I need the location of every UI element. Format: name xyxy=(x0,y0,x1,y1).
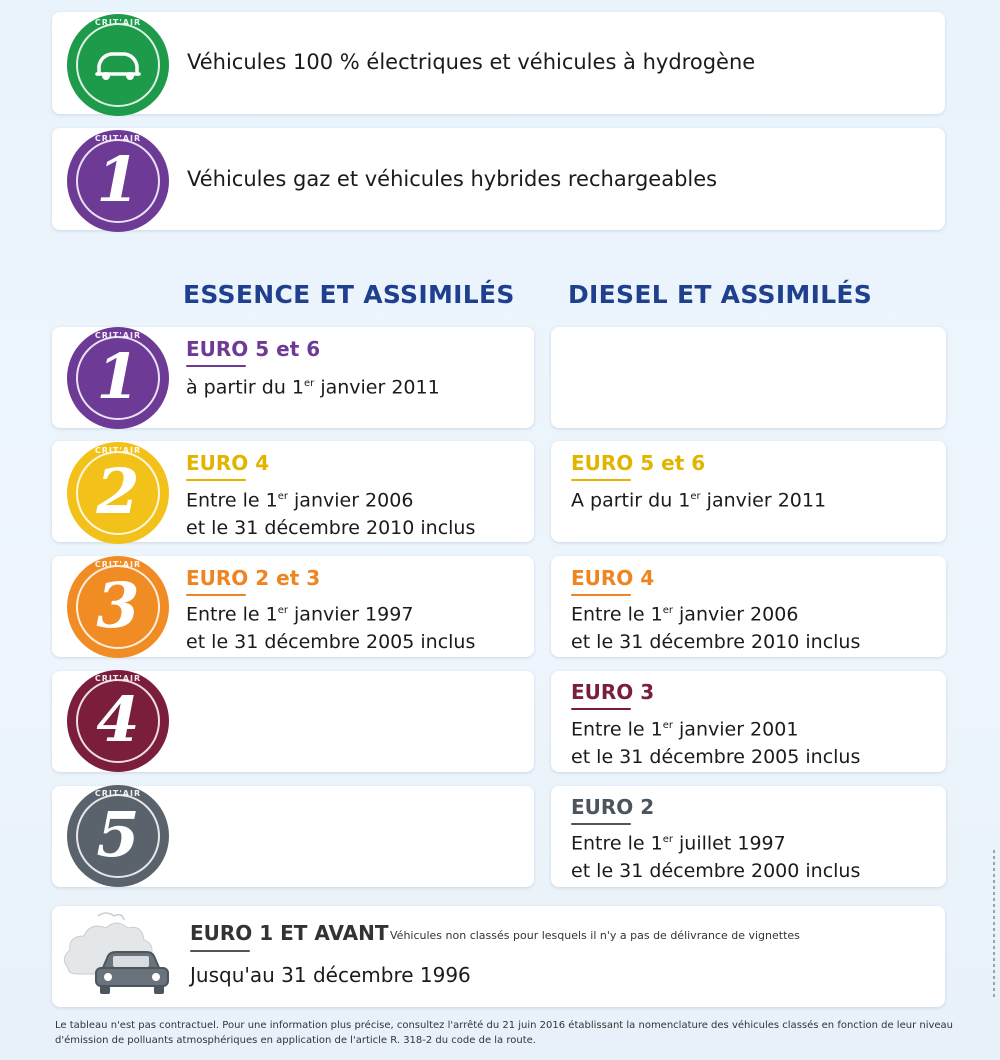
badge-top-label: CRIT'AIR xyxy=(94,18,142,27)
euro-underline xyxy=(571,594,631,596)
footnote: Le tableau n'est pas contractuel. Pour une information plus précise, consultez l'arrêté du 21 juin 2016 établissant la nomenclature des véhicules classés en fonction de leur niveau d'émission de polluants atmosphériques en application de l'article R. 318-2 du code de la route. xyxy=(55,1020,954,1046)
diesel-card-1 xyxy=(551,327,946,428)
unclassified-card xyxy=(52,906,945,1007)
euro-underline xyxy=(186,594,246,596)
diesel-desc xyxy=(571,712,860,771)
essence-desc xyxy=(186,370,440,401)
euro-underline xyxy=(571,479,631,481)
euro-underline xyxy=(186,365,246,367)
diesel-euro-label: EURO 3 xyxy=(571,680,655,704)
essence-euro-label: EURO 4 xyxy=(186,451,270,475)
essence-column-title: ESSENCE ET ASSIMILÉS xyxy=(183,280,515,309)
desc-line: et le 31 décembre 2010 inclus xyxy=(571,631,861,654)
desc-line: et le 31 décembre 2005 inclus xyxy=(186,631,476,654)
gaz-hybride-text: Véhicules gaz et véhicules hybrides rechargeables xyxy=(187,167,718,191)
badge-top-label: CRIT'AIR xyxy=(94,789,142,798)
desc-line: A partir du 1er janvier 2011 xyxy=(571,489,827,512)
badge-top-label: CRIT'AIR xyxy=(94,331,142,340)
electric-car-icon xyxy=(93,46,143,86)
side-credit-mark xyxy=(990,850,998,1000)
critair-3-badge xyxy=(67,556,169,658)
essence-desc xyxy=(186,597,475,656)
diesel-column-title: DIESEL ET ASSIMILÉS xyxy=(568,280,873,309)
badge-top-label: CRIT'AIR xyxy=(94,674,142,683)
badge-number: 1 xyxy=(96,340,140,413)
critair-5-badge xyxy=(67,785,169,887)
diesel-desc xyxy=(571,597,860,656)
euro-underline xyxy=(186,479,246,481)
unclassified-subtitle: Véhicules non classés pour lesquels il n'y a pas de délivrance de vignettes xyxy=(390,929,800,942)
desc-line: Entre le 1er janvier 2006 xyxy=(571,603,799,626)
badge-top-label: CRIT'AIR xyxy=(94,134,142,143)
badge-number: 4 xyxy=(96,683,140,756)
desc-line: à partir du 1er janvier 2011 xyxy=(186,376,440,399)
euro-underline xyxy=(190,950,250,952)
desc-line: et le 31 décembre 2000 inclus xyxy=(571,860,861,883)
euro-underline xyxy=(571,823,631,825)
essence-euro-label: EURO 2 et 3 xyxy=(186,566,321,590)
desc-line: et le 31 décembre 2005 inclus xyxy=(571,746,861,769)
desc-line: Entre le 1er juillet 1997 xyxy=(571,832,786,855)
critair-4-badge xyxy=(67,670,169,772)
badge-top-label: CRIT'AIR xyxy=(94,560,142,569)
critair-2-badge xyxy=(67,442,169,544)
polluting-car-icon xyxy=(58,908,178,1003)
diesel-desc xyxy=(571,483,826,514)
badge-number: 3 xyxy=(96,569,140,642)
critair-electric-badge xyxy=(67,14,169,116)
diesel-desc xyxy=(571,826,860,885)
critair-1-badge xyxy=(67,327,169,429)
unclassified-date: Jusqu'au 31 décembre 1996 xyxy=(190,963,471,987)
badge-number: 2 xyxy=(96,455,140,528)
essence-desc xyxy=(186,483,475,542)
euro-underline xyxy=(571,708,631,710)
desc-line: Entre le 1er janvier 2001 xyxy=(571,718,799,741)
diesel-euro-label: EURO 4 xyxy=(571,566,655,590)
unclassified-title: EURO 1 ET AVANT xyxy=(190,921,389,945)
badge-number: 5 xyxy=(96,798,140,871)
badge-number: 1 xyxy=(96,143,140,216)
badge-top-label: CRIT'AIR xyxy=(94,446,142,455)
diesel-euro-label: EURO 2 xyxy=(571,795,655,819)
desc-line: Entre le 1er janvier 1997 xyxy=(186,603,414,626)
essence-euro-label: EURO 5 et 6 xyxy=(186,337,321,361)
critair-1-badge xyxy=(67,130,169,232)
desc-line: et le 31 décembre 2010 inclus xyxy=(186,517,476,540)
diesel-euro-label: EURO 5 et 6 xyxy=(571,451,706,475)
desc-line: Entre le 1er janvier 2006 xyxy=(186,489,414,512)
electric-text: Véhicules 100 % électriques et véhicules à hydrogène xyxy=(187,50,756,74)
